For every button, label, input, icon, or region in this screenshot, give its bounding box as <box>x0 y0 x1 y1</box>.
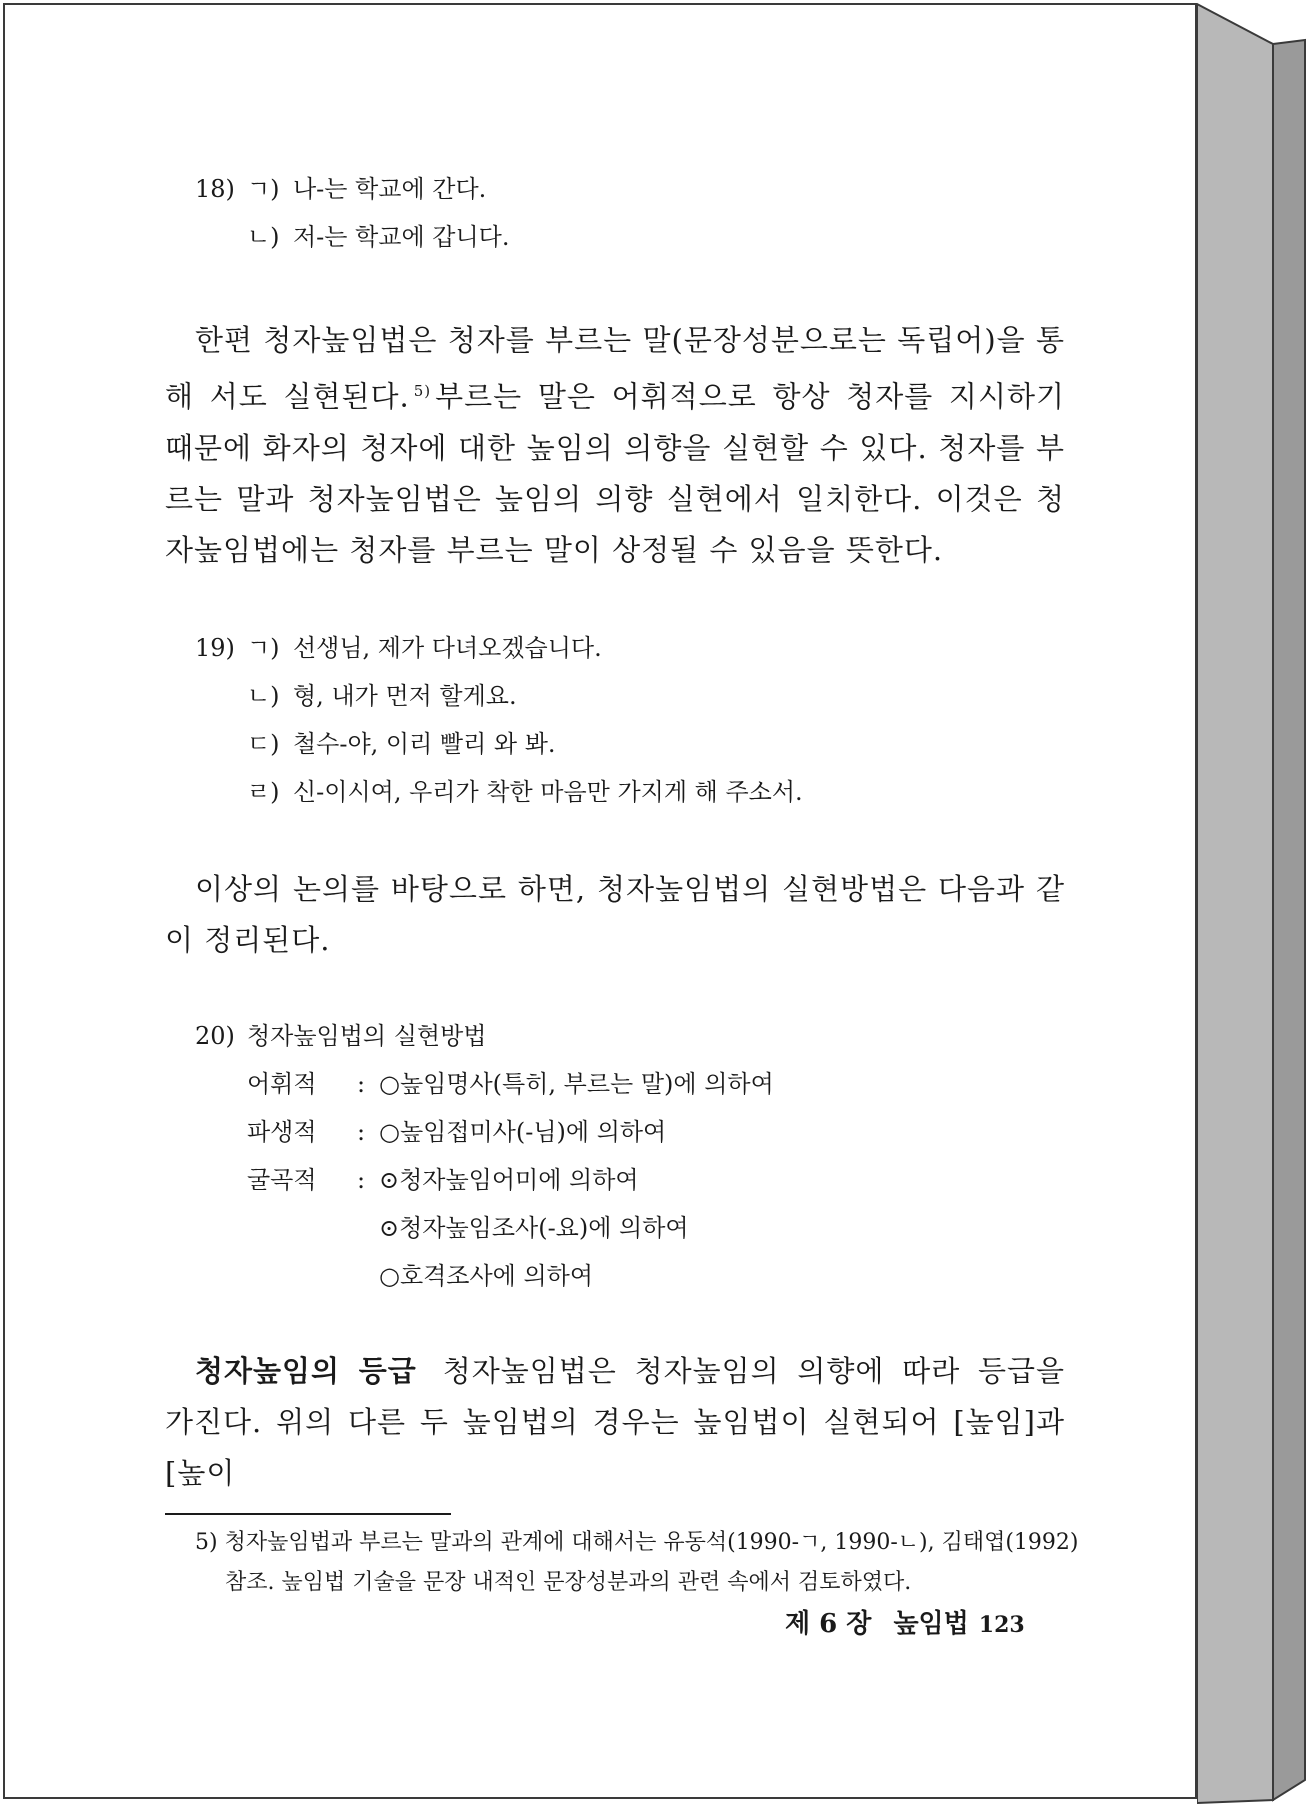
footer-title: 높임법 <box>893 1609 969 1639</box>
example-20-row <box>165 1156 1065 1204</box>
example-20-row <box>165 1204 1065 1252</box>
method-colon: : <box>357 1165 366 1194</box>
example-19-c <box>165 720 1065 768</box>
example-text: 저-는 학교에 갑니다. <box>293 223 510 251</box>
example-text: 나-는 학교에 간다. <box>293 175 487 203</box>
page-number: 123 <box>978 1612 1025 1638</box>
footnote-mark: 5) <box>195 1529 218 1555</box>
example-mark: ㄴ) <box>247 223 280 251</box>
example-19 <box>165 624 1065 816</box>
paragraph-2: 이상의 논의를 바탕으로 하면, 청자높임법의 실현방법은 다음과 같이 정리된다. <box>165 871 1065 957</box>
paragraph-1-after: 부르는 말은 어휘적으로 항상 청자를 지시하기 때문에 화자의 청자에 대한 높임의 의향을 실현할 수 있다. 청자를 부르는 말과 청자높임법은 높임의 의향 실현에서 일치한다. 이것은 청자높임법에는 청자를 부르는 말이 상정될 수 있음을 뜻한다. <box>165 379 1065 567</box>
paragraph-1-before: 한편 청자높임법은 청자를 부르는 말(문장성분으로는 독립어)을 통해 서도 실현된다. <box>165 323 1065 414</box>
method-label: 파생적 <box>247 1117 317 1146</box>
method-label <box>165 1204 357 1252</box>
footnote-reference[interactable]: 5) <box>413 382 432 400</box>
footnote-divider <box>165 1513 451 1515</box>
example-20-title: 청자높임법의 실현방법 <box>247 1021 487 1050</box>
book-spine-shape <box>1197 0 1307 1806</box>
example-19-a <box>165 624 1065 672</box>
paragraph-1 <box>165 315 1065 576</box>
paragraph-3-text: 청자높임법은 청자높임의 의향에 따라 등급을 가진다. 위의 다른 두 높임법의 경우는 높임법이 실현되어 [높임]과 [높이 <box>165 1353 1065 1490</box>
method-colon <box>357 1204 379 1252</box>
footnote-text: 청자높임법과 부르는 말과의 관계에 대해서는 유동석(1990-ㄱ, 1990-ㄴ), 김태엽(1992) 참조. 높임법 기술을 문장 내적인 문장성분과의 관련 속에서 검토하였다. <box>224 1529 1079 1595</box>
example-20-row <box>165 1060 1065 1108</box>
example-20 <box>165 1012 1065 1300</box>
method-colon: : <box>357 1117 366 1146</box>
paragraph-3 <box>165 1346 1065 1499</box>
method-label: 어휘적 <box>247 1069 317 1098</box>
example-18-b <box>165 213 1065 261</box>
example-number: 18) <box>195 175 235 203</box>
method-label <box>165 1252 357 1300</box>
example-mark: ㄷ) <box>247 729 280 758</box>
example-text: 형, 내가 먼저 할게요. <box>293 681 517 710</box>
example-number: 19) <box>195 633 235 662</box>
example-20-row <box>165 1252 1065 1300</box>
method-text: ○높임접미사(-님)에 의하여 <box>379 1117 667 1146</box>
method-label: 굴곡적 <box>247 1165 317 1194</box>
page-footer <box>785 1603 1025 1640</box>
book-page <box>3 3 1197 1799</box>
example-18 <box>165 165 1065 261</box>
example-mark: ㄱ) <box>247 633 280 662</box>
example-text: 선생님, 제가 다녀오겠습니다. <box>293 633 602 662</box>
method-colon <box>357 1252 379 1300</box>
example-20-title-row <box>165 1012 1065 1060</box>
example-text: 철수-야, 이리 빨리 와 봐. <box>293 729 556 758</box>
method-colon: : <box>357 1069 366 1098</box>
method-text: ⊙청자높임어미에 의하여 <box>379 1165 639 1194</box>
example-19-b <box>165 672 1065 720</box>
example-mark: ㄴ) <box>247 681 280 710</box>
section-heading: 청자높임의 등급 <box>195 1353 417 1388</box>
example-18-a <box>165 165 1065 213</box>
footer-chapter: 제 6 장 <box>785 1609 872 1639</box>
example-text: 신-이시여, 우리가 착한 마음만 가지게 해 주소서. <box>293 777 803 806</box>
example-20-row <box>165 1108 1065 1156</box>
example-mark: ㄱ) <box>247 175 280 203</box>
method-text: ⊙청자높임조사(-요)에 의하여 <box>379 1213 689 1242</box>
method-text: ○높임명사(특히, 부르는 말)에 의하여 <box>379 1069 774 1098</box>
book-spine <box>1197 0 1307 1806</box>
example-number: 20) <box>195 1021 235 1050</box>
example-19-d <box>165 768 1065 816</box>
example-mark: ㄹ) <box>247 777 280 806</box>
page-content <box>165 165 1079 1603</box>
footnote <box>195 1523 1095 1603</box>
method-text: ○호격조사에 의하여 <box>379 1261 594 1290</box>
